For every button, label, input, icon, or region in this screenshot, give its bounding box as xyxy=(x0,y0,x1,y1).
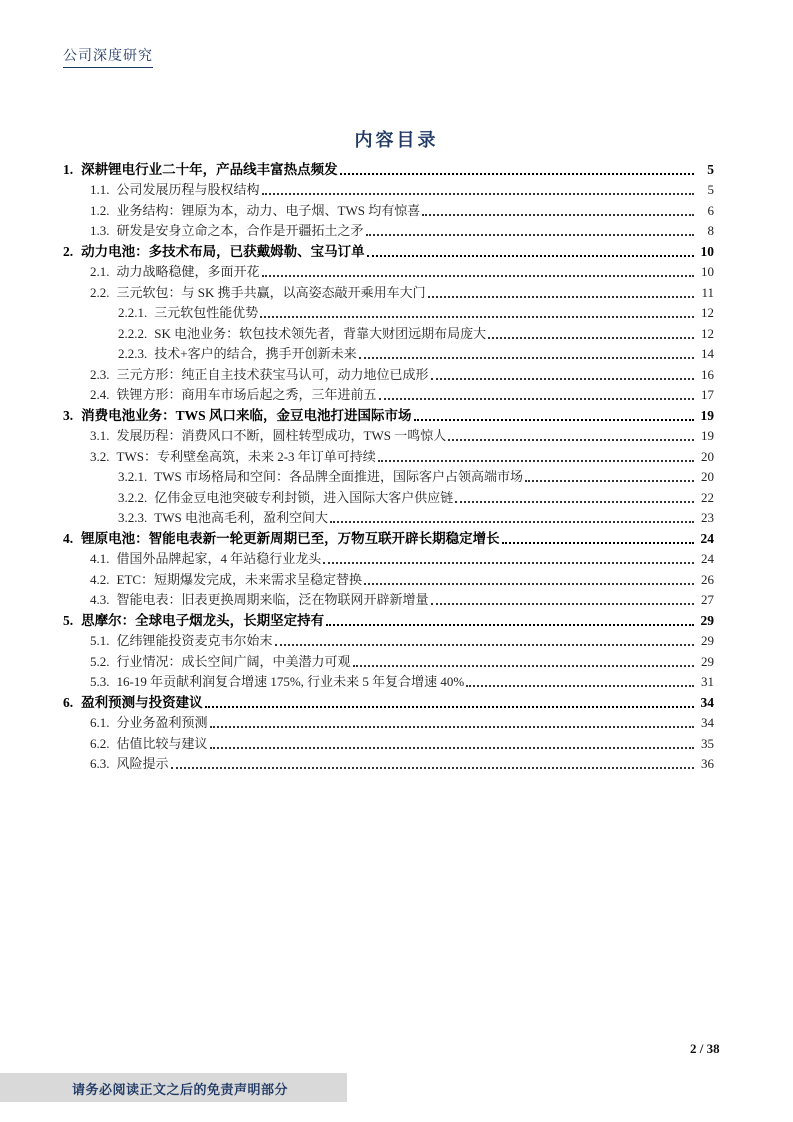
toc-entry-6-1[interactable] xyxy=(63,712,714,733)
toc-entry-number: 1.1. xyxy=(90,182,110,197)
toc-entry-page[interactable]: 12 xyxy=(701,305,714,320)
toc-entry-number: 4.2. xyxy=(90,571,110,587)
dot-leader xyxy=(422,213,694,216)
toc-entry-page[interactable]: 31 xyxy=(701,674,714,689)
dot-leader xyxy=(431,377,694,380)
dot-leader xyxy=(171,766,694,769)
toc-entry-number: 2.2.3. xyxy=(118,346,148,361)
toc-entry-title[interactable]: TWS 市场格局和空间：各品牌全面推进，国际客户占领高端市场 xyxy=(154,469,523,484)
dot-leader xyxy=(359,356,694,359)
dot-leader xyxy=(262,192,694,195)
toc-entry-1-3[interactable] xyxy=(63,220,714,241)
toc-entry-number: 1. xyxy=(63,161,74,177)
toc-entry-page[interactable]: 29 xyxy=(701,633,714,648)
dot-leader xyxy=(379,397,694,400)
toc-entry-page[interactable]: 29 xyxy=(700,612,714,628)
toc-entry-number: 1.3. xyxy=(90,223,110,238)
toc-entry-title[interactable]: 盈利预测与投资建议 xyxy=(81,694,203,710)
toc-entry-number: 2. xyxy=(63,243,74,259)
toc-entry-2-2-2[interactable] xyxy=(63,322,714,343)
toc-entry-5-1[interactable] xyxy=(63,630,714,651)
toc-entry-2-3[interactable] xyxy=(63,363,714,384)
table-of-contents xyxy=(63,158,714,773)
toc-entry-page[interactable]: 10 xyxy=(701,264,714,279)
toc-entry-title[interactable]: 深耕锂电行业二十年，产品线丰富热点频发 xyxy=(81,161,338,177)
dot-leader xyxy=(466,684,694,687)
toc-entry-page[interactable]: 20 xyxy=(701,448,714,464)
toc-entry-title[interactable]: 技术+客户的结合，携手开创新未来 xyxy=(154,346,357,361)
toc-entry-page[interactable]: 11 xyxy=(701,284,714,300)
toc-entry-3-2-2[interactable] xyxy=(63,486,714,507)
dot-leader xyxy=(262,274,694,277)
dot-leader xyxy=(353,664,694,667)
toc-entry-3[interactable] xyxy=(63,404,714,425)
toc-entry-title[interactable]: 思摩尔：全球电子烟龙头，长期坚定持有 xyxy=(81,612,325,628)
toc-entry-page[interactable]: 17 xyxy=(701,387,714,402)
toc-entry-1-2[interactable] xyxy=(63,199,714,220)
toc-entry-5-2[interactable] xyxy=(63,650,714,671)
toc-entry-5[interactable] xyxy=(63,609,714,630)
toc-entry-3-2[interactable] xyxy=(63,445,714,466)
toc-entry-page[interactable]: 34 xyxy=(700,694,714,710)
dot-leader xyxy=(455,500,694,503)
dot-leader xyxy=(448,438,694,441)
dot-leader xyxy=(414,418,694,421)
dot-leader xyxy=(502,541,694,544)
toc-entry-number: 6.1. xyxy=(90,715,110,730)
toc-entry-title[interactable]: 消费电池业务：TWS 风口来临，金豆电池打进国际市场 xyxy=(81,407,412,423)
toc-entry-2[interactable] xyxy=(63,240,714,261)
toc-entry-4[interactable] xyxy=(63,527,714,548)
toc-entry-number: 4.1. xyxy=(90,551,110,566)
toc-entry-2-4[interactable] xyxy=(63,384,714,405)
toc-entry-title[interactable]: 16-19 年贡献利润复合增速 175%, 行业未来 5 年复合增速 40% xyxy=(116,674,465,689)
toc-entry-1-1[interactable] xyxy=(63,179,714,200)
toc-entry-number: 4. xyxy=(63,530,74,546)
dot-leader xyxy=(428,295,694,298)
toc-entry-title[interactable]: 三元软包：与 SK 携手共赢，以高姿态敲开乘用车大门 xyxy=(116,284,426,300)
toc-entry-title[interactable]: 分业务盈利预测 xyxy=(116,715,208,730)
toc-entry-number: 3. xyxy=(63,407,74,423)
toc-entry-number: 2.2. xyxy=(90,284,110,300)
toc-entry-page[interactable]: 14 xyxy=(701,346,714,361)
toc-entry-3-1[interactable] xyxy=(63,425,714,446)
toc-entry-title[interactable]: 亿伟金豆电池突破专利封锁，进入国际大客户供应链 xyxy=(154,489,454,505)
toc-entry-number: 3.2.2. xyxy=(118,489,148,505)
dot-leader xyxy=(260,315,694,318)
toc-entry-2-2-3[interactable] xyxy=(63,343,714,364)
toc-entry-number: 3.2.3. xyxy=(118,510,148,525)
toc-entry-number: 2.3. xyxy=(90,366,110,382)
toc-entry-title[interactable]: 动力电池：多技术布局，已获戴姆勒、宝马订单 xyxy=(81,243,365,259)
toc-entry-title[interactable]: 研发是安身立命之本，合作是开疆拓土之矛 xyxy=(116,223,364,238)
toc-entry-title[interactable]: 锂原电池：智能电表新一轮更新周期已至，万物互联开辟长期稳定增长 xyxy=(81,530,500,546)
toc-entry-number: 3.2.1. xyxy=(118,469,148,484)
dot-leader xyxy=(525,479,694,482)
toc-entry-title[interactable]: 发展历程：消费风口不断，圆柱转型成功，TWS 一鸣惊人 xyxy=(116,428,447,443)
toc-entry-title[interactable]: 公司发展历程与股权结构 xyxy=(116,182,260,197)
dot-leader xyxy=(364,582,694,585)
toc-entry-2-1[interactable] xyxy=(63,261,714,282)
dot-leader xyxy=(326,623,694,626)
toc-entry-title[interactable]: SK 电池业务：软包技术领先者，背靠大财团远期布局庞大 xyxy=(154,325,487,341)
toc-entry-page[interactable]: 20 xyxy=(701,469,714,484)
toc-entry-page[interactable]: 8 xyxy=(707,223,714,238)
toc-entry-number: 6. xyxy=(63,694,74,710)
dot-leader xyxy=(323,561,694,564)
toc-entry-page[interactable]: 34 xyxy=(701,715,714,730)
toc-entry-6[interactable] xyxy=(63,691,714,712)
toc-entry-title[interactable]: 借国外品牌起家，4 年站稳行业龙头 xyxy=(116,551,322,566)
toc-entry-3-2-1[interactable] xyxy=(63,466,714,487)
toc-entry-4-2[interactable] xyxy=(63,568,714,589)
toc-entry-page[interactable]: 16 xyxy=(701,366,714,382)
toc-entry-page[interactable]: 27 xyxy=(701,592,714,607)
toc-entry-page[interactable]: 29 xyxy=(701,653,714,669)
toc-entry-page[interactable]: 10 xyxy=(700,243,714,259)
toc-entry-2-2[interactable] xyxy=(63,281,714,302)
toc-entry-page[interactable]: 22 xyxy=(701,489,714,505)
toc-entry-number: 5.1. xyxy=(90,633,110,648)
toc-entry-number: 6.2. xyxy=(90,735,110,751)
toc-entry-number: 3.1. xyxy=(90,428,110,443)
toc-entry-number: 6.3. xyxy=(90,756,110,771)
toc-entry-page[interactable]: 12 xyxy=(701,325,714,341)
toc-entry-number: 2.2.1. xyxy=(118,305,148,320)
toc-entry-title[interactable]: 铁锂方形：商用车市场后起之秀，三年进前五 xyxy=(116,387,377,402)
dot-leader xyxy=(205,705,694,708)
toc-entry-number: 5.3. xyxy=(90,674,110,689)
toc-entry-title[interactable]: 三元软包性能优势 xyxy=(154,305,259,320)
toc-entry-number: 4.3. xyxy=(90,592,110,607)
toc-entry-3-2-3[interactable] xyxy=(63,507,714,528)
dot-leader xyxy=(275,643,694,646)
toc-entry-page[interactable]: 24 xyxy=(700,530,714,546)
toc-entry-page[interactable]: 36 xyxy=(701,756,714,771)
toc-entry-page[interactable]: 6 xyxy=(707,202,714,218)
dot-leader xyxy=(210,725,694,728)
toc-entry-number: 5. xyxy=(63,612,74,628)
toc-entry-title[interactable]: 业务结构：锂原为本，动力、电子烟、TWS 均有惊喜 xyxy=(116,202,421,218)
toc-entry-5-3[interactable] xyxy=(63,671,714,692)
toc-entry-title[interactable]: TWS 电池高毛利，盈利空间大 xyxy=(154,510,328,525)
dot-leader xyxy=(488,336,694,339)
dot-leader xyxy=(431,602,694,605)
toc-entry-title[interactable]: 亿纬锂能投资麦克韦尔始末 xyxy=(116,633,273,648)
toc-entry-number: 1.2. xyxy=(90,202,110,218)
toc-entry-title[interactable]: 估值比较与建议 xyxy=(116,735,208,751)
toc-entry-title[interactable]: 动力战略稳健，多面开花 xyxy=(116,264,260,279)
toc-entry-title[interactable]: TWS：专利壁垒高筑，未来 2-3 年订单可持续 xyxy=(116,448,376,464)
toc-entry-4-3[interactable] xyxy=(63,589,714,610)
toc-entry-page[interactable]: 5 xyxy=(707,182,714,197)
dot-leader xyxy=(210,746,694,749)
dot-leader xyxy=(367,254,694,257)
toc-entry-number: 5.2. xyxy=(90,653,110,669)
toc-entry-page[interactable]: 26 xyxy=(701,571,714,587)
dot-leader xyxy=(378,459,694,462)
toc-entry-number: 2.4. xyxy=(90,387,110,402)
toc-entry-title[interactable]: 三元方形：纯正自主技术获宝马认可，动力地位已成形 xyxy=(116,366,429,382)
toc-entry-title[interactable]: ETC：短期爆发完成，未来需求呈稳定替换 xyxy=(116,571,363,587)
toc-entry-title[interactable]: 行业情况：成长空间广阔，中美潜力可观 xyxy=(116,653,351,669)
toc-entry-number: 2.1. xyxy=(90,264,110,279)
toc-entry-4-1[interactable] xyxy=(63,548,714,569)
toc-entry-page[interactable]: 23 xyxy=(701,510,714,525)
toc-entry-page[interactable]: 19 xyxy=(700,407,714,423)
toc-entry-page[interactable]: 19 xyxy=(701,428,714,443)
report-type-label: 公司深度研究 xyxy=(63,48,153,68)
toc-title: 内容目录 xyxy=(354,130,439,150)
toc-entry-2-2-1[interactable] xyxy=(63,302,714,323)
dot-leader xyxy=(366,233,694,236)
toc-entry-6-3[interactable] xyxy=(63,753,714,774)
toc-entry-number: 2.2.2. xyxy=(118,325,148,341)
toc-entry-page[interactable]: 24 xyxy=(701,551,714,566)
toc-entry-page[interactable]: 35 xyxy=(701,735,714,751)
disclaimer-notice: 请务必阅读正文之后的免责声明部分 xyxy=(72,1082,289,1097)
toc-entry-1[interactable] xyxy=(63,158,714,179)
toc-entry-title[interactable]: 智能电表：旧表更换周期来临，泛在物联网开辟新增量 xyxy=(116,592,429,607)
dot-leader xyxy=(330,520,694,523)
toc-entry-page[interactable]: 5 xyxy=(707,161,714,177)
toc-entry-title[interactable]: 风险提示 xyxy=(116,756,169,771)
page-indicator: 2 / 38 xyxy=(690,1041,720,1056)
toc-entry-6-2[interactable] xyxy=(63,732,714,753)
toc-entry-number: 3.2. xyxy=(90,448,110,464)
dot-leader xyxy=(340,172,694,175)
